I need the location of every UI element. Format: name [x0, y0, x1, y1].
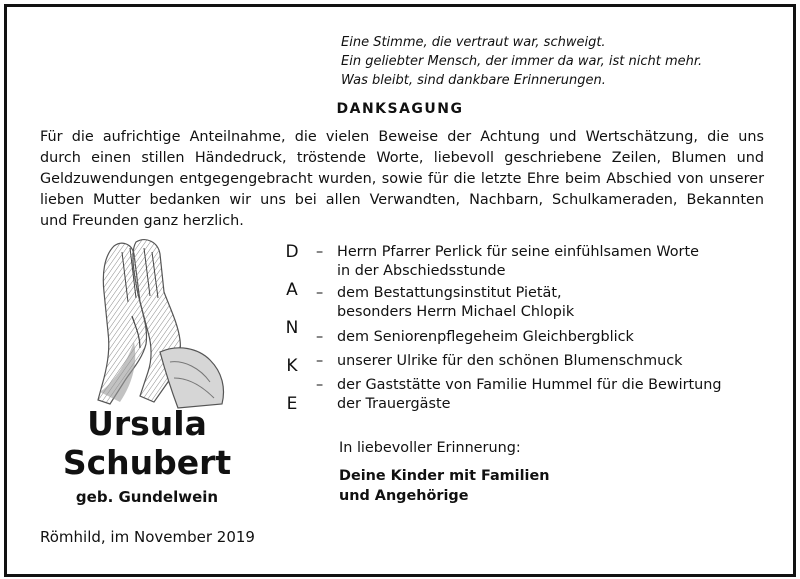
deceased-last-name: Schubert	[62, 443, 232, 482]
intro-line: und Freunden ganz herzlich.	[40, 213, 244, 229]
signature-line: Deine Kinder mit Familien	[339, 468, 550, 484]
intro-line: Für die aufrichtige Anteilnahme, die vielen Beweise der Achtung und Wertschätzung, die uns	[40, 129, 764, 145]
thanks-item	[316, 376, 776, 414]
danke-letter: N	[285, 318, 299, 338]
thanks-line: dem Seniorenpflegeheim Gleichbergblick	[337, 329, 634, 345]
danke-letter: E	[286, 394, 298, 414]
thanks-item	[316, 243, 776, 281]
danke-letter: D	[285, 242, 299, 262]
thanks-dash: –	[316, 353, 324, 369]
intro-line: Geldzuwendungen entgegengebracht wurden, sowie für die letzte Ehre beim Abschied von unserer	[40, 171, 764, 187]
praying-hands-icon	[74, 232, 234, 412]
quote-line: Ein geliebter Mensch, der immer da war, ist nicht mehr.	[341, 54, 703, 69]
memorial-quote	[341, 33, 702, 90]
quote-line: Was bleibt, sind dankbare Erinnerungen.	[341, 73, 606, 88]
danke-letter: K	[286, 356, 298, 376]
closing-phrase: In liebevoller Erinnerung:	[339, 440, 521, 456]
thanks-line: der Gaststätte von Familie Hummel für die Bewirtung	[337, 377, 722, 393]
intro-paragraph	[40, 127, 764, 232]
intro-line: lieben Mutter bedanken wir uns bei allen Verwandten, Nachbarn, Schulkameraden, Bekannten	[40, 192, 764, 208]
place-date: Römhild, im November 2019	[40, 528, 255, 546]
thanks-dash: –	[316, 285, 324, 301]
thanks-line: besonders Herrn Michael Chlopik	[337, 304, 575, 320]
thanks-line: in der Abschiedsstunde	[337, 263, 506, 279]
thanks-line: Herrn Pfarrer Perlick für seine einfühlsamen Worte	[337, 244, 699, 260]
danke-letter: A	[286, 280, 298, 300]
intro-line: durch einen stillen Händedruck, tröstende Worte, liebevoll geschriebene Zeilen, Blumen und	[40, 150, 764, 166]
birth-name: geb. Gundelwein	[75, 488, 219, 506]
thanks-item	[316, 284, 776, 322]
thanks-dash: –	[316, 244, 324, 260]
thanks-line: dem Bestattungsinstitut Pietät,	[337, 285, 562, 301]
signature	[339, 466, 549, 506]
thanks-item	[316, 352, 776, 371]
thanks-dash: –	[316, 377, 324, 393]
thanks-dash: –	[316, 329, 324, 345]
deceased-first-name: Ursula	[87, 404, 207, 443]
thanks-line: unserer Ulrike für den schönen Blumenschmuck	[337, 353, 683, 369]
thanks-item	[316, 328, 776, 347]
signature-line: und Angehörige	[339, 488, 469, 504]
thanks-line: der Trauergäste	[337, 396, 451, 412]
quote-line: Eine Stimme, die vertraut war, schweigt.	[341, 35, 606, 50]
notice-heading: DANKSAGUNG	[336, 101, 464, 117]
